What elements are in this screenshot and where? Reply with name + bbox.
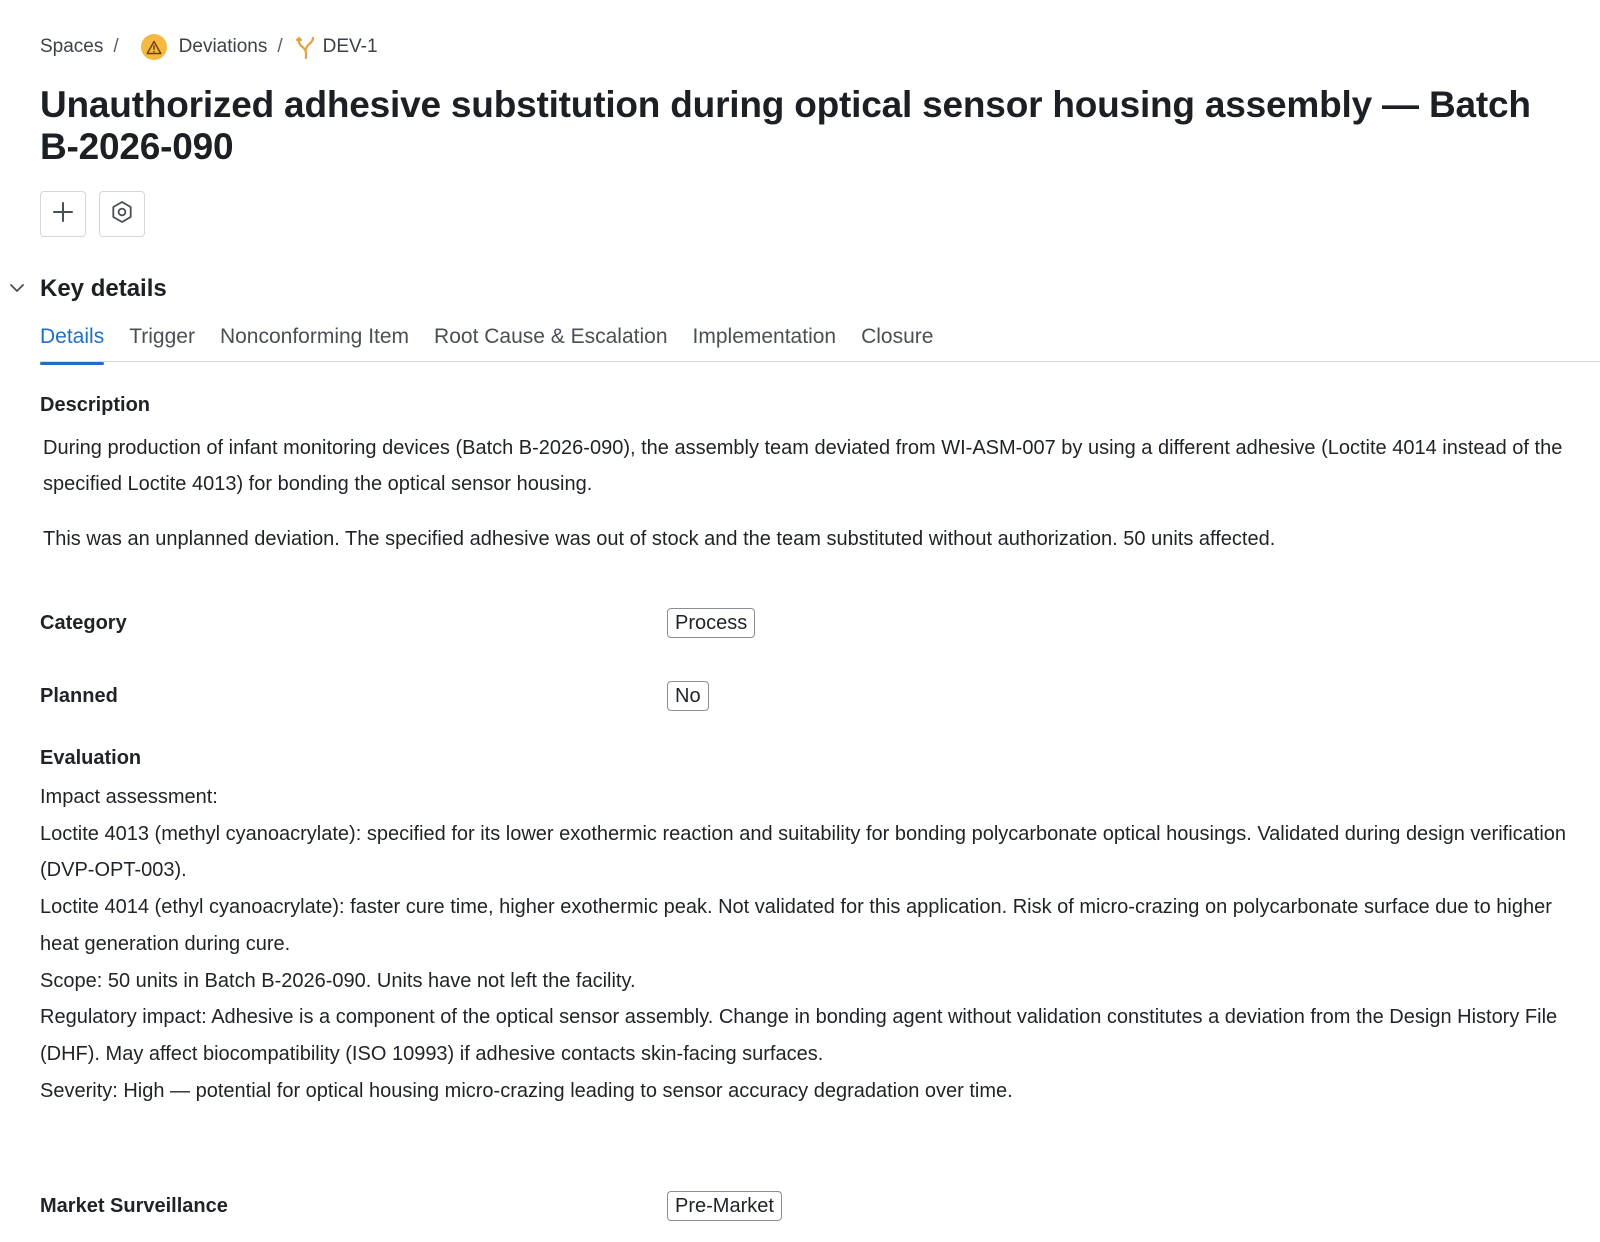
planned-label: Planned xyxy=(40,685,118,707)
plus-icon xyxy=(52,201,74,228)
category-label: Category xyxy=(40,612,127,634)
planned-value-chip[interactable]: No xyxy=(667,681,709,711)
tab-bar xyxy=(40,319,1600,362)
category-value-chip[interactable]: Process xyxy=(667,608,755,638)
breadcrumb-separator: / xyxy=(277,36,283,57)
tab-implementation[interactable]: Implementation xyxy=(692,325,837,348)
tab-trigger[interactable]: Trigger xyxy=(129,325,195,348)
description-paragraph: This was an unplanned deviation. The specified adhesive was out of stock and the team substituted without authorization. 50 units affected. xyxy=(43,528,1276,550)
hexagon-gear-icon xyxy=(110,200,134,229)
evaluation-line: Impact assessment: xyxy=(40,786,218,808)
breadcrumb-current-item[interactable]: DEV-1 xyxy=(322,36,378,57)
breadcrumb-separator: / xyxy=(113,36,119,57)
tab-closure[interactable]: Closure xyxy=(861,325,934,348)
chevron-down-icon xyxy=(9,280,25,298)
evaluation-text xyxy=(40,779,1580,1109)
evaluation-line: Scope: 50 units in Batch B-2026-090. Units have not left the facility. xyxy=(40,969,636,992)
tab-root-cause-escalation[interactable]: Root Cause & Escalation xyxy=(434,325,668,348)
branch-icon xyxy=(295,35,317,59)
breadcrumb-spaces[interactable]: Spaces xyxy=(40,36,104,57)
evaluation-label: Evaluation xyxy=(40,747,142,769)
breadcrumb xyxy=(40,34,378,60)
evaluation-line: Regulatory impact: Adhesive is a component of the optical sensor assembly. Change in bonding agent without validation constitutes a deviation from the Design History File (DHF). May affect biocompatibility (ISO 10993) if adhesive contacts skin-facing surfaces. xyxy=(40,1006,1558,1065)
tab-details[interactable]: Details xyxy=(40,319,104,361)
market-surveillance-label: Market Surveillance xyxy=(40,1195,228,1217)
evaluation-line: Loctite 4014 (ethyl cyanoacrylate): faster cure time, higher exothermic peak. Not validated for this application. Risk of micro-crazing on polycarbonate surface due to higher heat generation during cure. xyxy=(40,896,1552,955)
section-collapse-toggle[interactable] xyxy=(6,278,28,300)
title-actions xyxy=(40,191,145,237)
add-button[interactable] xyxy=(40,191,86,237)
description-paragraph: During production of infant monitoring devices (Batch B-2026-090), the assembly team deviated from WI-ASM-007 by using a different adhesive (Loctite 4014 instead of the specified Loctite 4013) for bonding the optical sensor housing. xyxy=(43,437,1563,495)
page-title: Unauthorized adhesive substitution during optical sensor housing assembly — Batch B-2026-090 xyxy=(40,84,1531,167)
breadcrumb-deviations[interactable]: Deviations xyxy=(178,36,268,57)
section-title[interactable]: Key details xyxy=(40,275,167,302)
settings-button[interactable] xyxy=(99,191,145,237)
description-label: Description xyxy=(40,394,151,416)
tab-nonconforming-item[interactable]: Nonconforming Item xyxy=(219,325,410,348)
warning-icon xyxy=(141,34,167,60)
market-surveillance-value-chip[interactable]: Pre-Market xyxy=(667,1191,782,1221)
evaluation-line: Severity: High — potential for optical housing micro-crazing leading to sensor accuracy degradation over time. xyxy=(40,1079,1013,1102)
evaluation-line: Loctite 4013 (methyl cyanoacrylate): specified for its lower exothermic reaction and suitability for bonding polycarbonate optical housings. Validated during design verification (DVP-OPT-003). xyxy=(40,822,1567,882)
